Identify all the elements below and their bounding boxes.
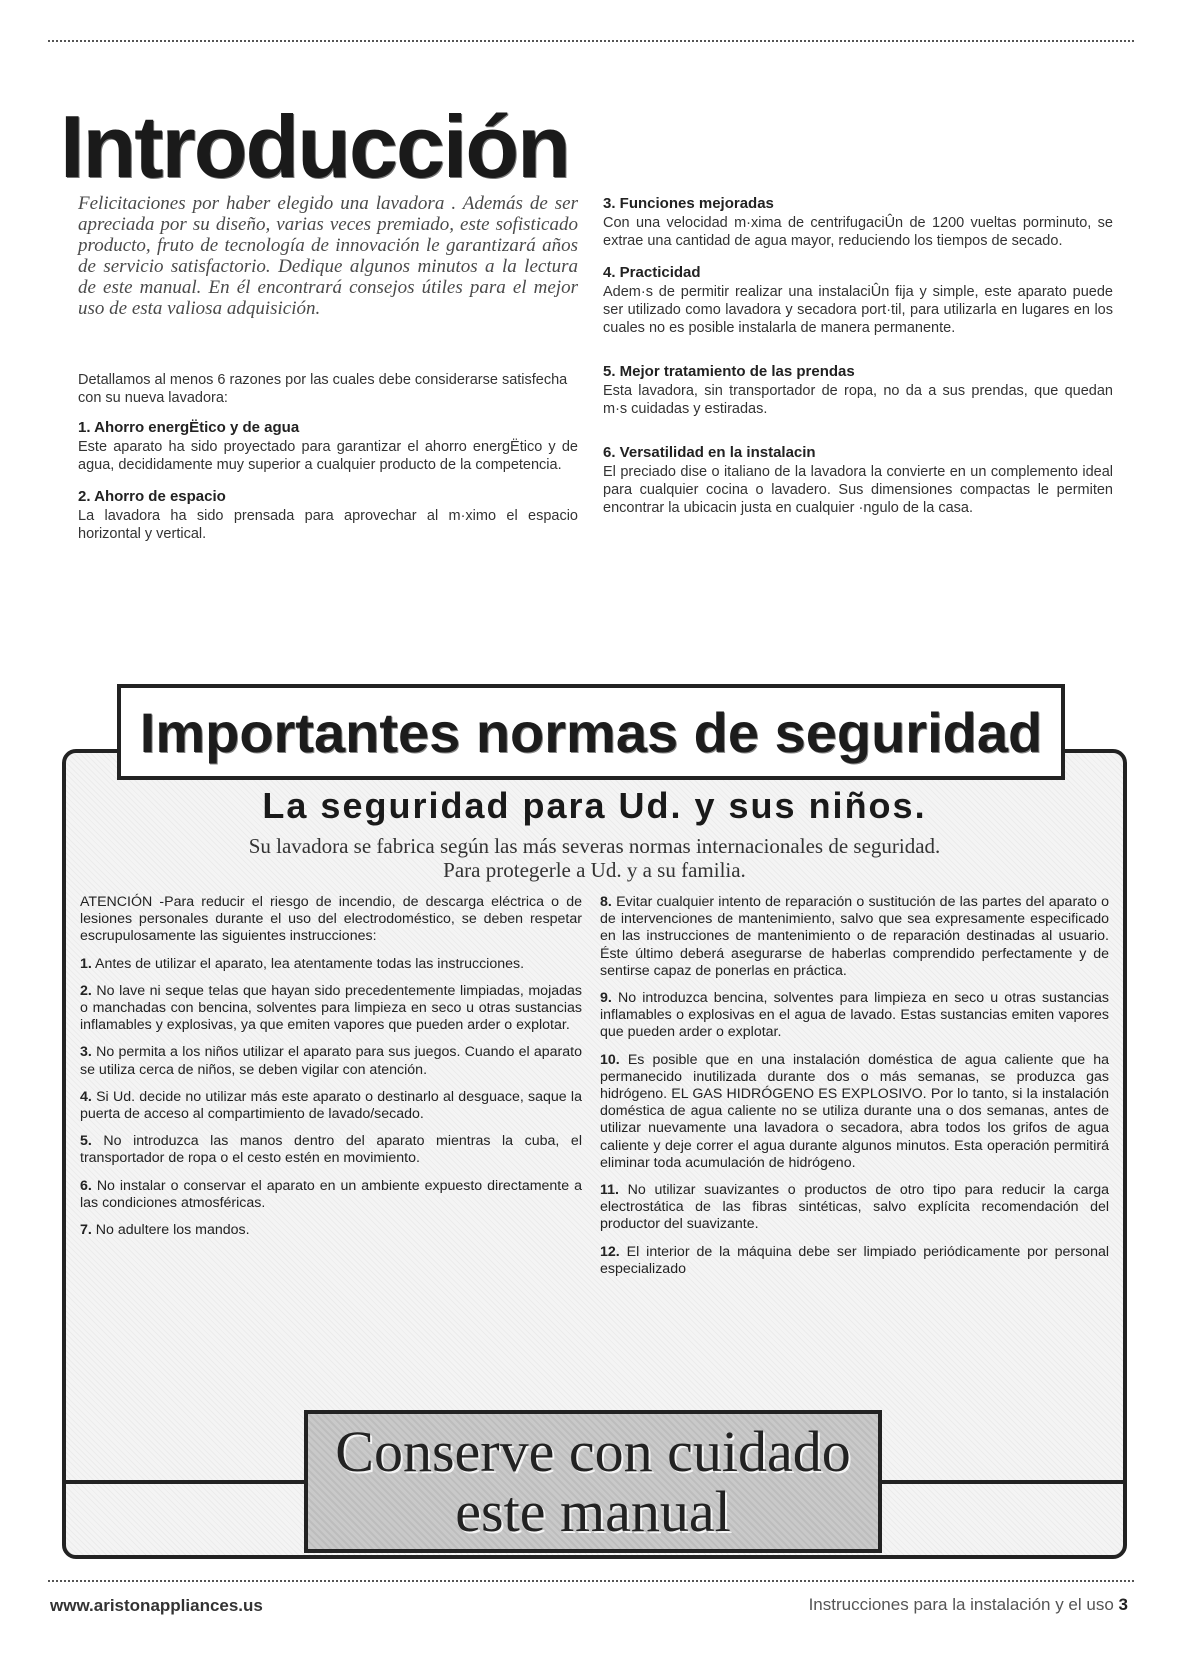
safety-rule: 10. Es posible que en una instalación doméstica de agua caliente que ha permanecido inutilizada durante dos o más semanas, se produzca gas hidrógeno. EL GAS HIDRÓGENO ES EXPLOSIVO. Por lo tanto, si la instalación doméstica de agua caliente no se utiliza durante una o dos semanas, antes de utilizar nuevamente una lavadora o secadora, abra todos los grifos de agua caliente y deje correr el agua durante algunos minutos. Esta operación permitirá eliminar toda acumulación de hidrógeno.	[600, 1051, 1109, 1171]
safety-subtitle: La seguridad para Ud. y sus niños.	[262, 785, 927, 826]
footer-page-info	[809, 1595, 1128, 1615]
safety-rule: 2. No lave ni seque telas que hayan sido precedentemente limpiadas, mojadas o manchadas con bencina, solventes para limpieza en seco u otras sustancias inflamables y explosivas, ya que emiten vapores que pueden arder o explotar.	[80, 982, 582, 1034]
reason-text: La lavadora ha sido prensada para aprovechar al m·ximo el espacio horizontal y vertical.	[78, 508, 578, 542]
reason-text: El preciado dise o italiano de la lavadora la convierte en un complemento ideal para cualquier cocina o lavadero. Sus dimensiones compactas le permiten encontrar la ubicacin justa en cualquier ·ngulo de la casa.	[603, 464, 1113, 516]
safety-rule: 5. No introduzca las manos dentro del aparato mientras la cuba, el transportador de ropa o el cesto estén en movimiento.	[80, 1133, 582, 1167]
top-divider	[48, 40, 1134, 42]
page-number: 3	[1118, 1595, 1128, 1614]
safety-rule: 6. No instalar o conservar el aparato en un ambiente expuesto directamente a las condiciones atmosféricas.	[80, 1177, 582, 1211]
footer-manual-title: Instrucciones para la instalación y el uso	[808, 1595, 1114, 1614]
reason-title: 6. Versatilidad en la instalacin	[603, 444, 816, 461]
safety-rules-right	[600, 894, 1109, 1288]
keep-box-left-line	[62, 1480, 304, 1484]
safety-rule: 8. Evitar cualquier intento de reparación o sustitución de las partes del aparato o de intervenciones de mantenimiento, salvo que sea expresamente especificado en las instrucciones de mantenimiento o de reparación destinadas al usuario. Éste último deberá asegurarse de haberlas comprendido perfectamente y de sentirse capaz de ponerlas en práctica.	[600, 894, 1109, 979]
reason-title: 5. Mejor tratamiento de las prendas	[603, 363, 855, 380]
intro-left-column	[78, 193, 578, 557]
keep-manual-box	[304, 1410, 882, 1553]
reason-section	[603, 264, 1113, 337]
reason-section	[78, 419, 578, 474]
reason-title: 3. Funciones mejoradas	[603, 195, 774, 212]
keep-manual-line-2: este manual	[455, 1478, 731, 1544]
reason-section	[603, 363, 1113, 418]
safety-rule: ATENCIÓN -Para reducir el riesgo de incendio, de descarga eléctrica o de lesiones personales durante el uso del electrodoméstico, se deben respetar escrupulosamente las siguientes instrucciones:	[80, 894, 582, 945]
safety-title: Importantes normas de seguridad	[139, 700, 1043, 764]
safety-notice-2: Para protegerle a Ud. y a su familia.	[443, 858, 746, 882]
intro-right-column	[603, 195, 1113, 531]
reason-text: Con una velocidad m·xima de centrifugaciÛn de 1200 vueltas porminuto, se extrae una cantidad de agua mayor, reduciendo los tiempos de secado.	[603, 215, 1113, 249]
safety-title-box	[117, 684, 1065, 780]
safety-rules-left	[80, 894, 582, 1249]
safety-rule: 9. No introduzca bencina, solventes para limpieza en seco u otras sustancias inflamables o explosivas en el agua de lavado. Estas sustancias emiten vapores que pueden arder o explotar.	[600, 990, 1109, 1041]
safety-rule: 3. No permita a los niños utilizar el aparato para sus juegos. Cuando el aparato se utiliza cerca de niños, se deben vigilar con atención.	[80, 1044, 582, 1078]
safety-notice-1: Su lavadora se fabrica según las más severas normas internacionales de seguridad.	[248, 834, 941, 858]
reason-title: 2. Ahorro de espacio	[78, 488, 226, 505]
reason-section	[603, 195, 1113, 250]
intro-reasons-line: Detallamos al menos 6 razones por las cuales debe considerarse satisfecha con su nueva lavadora:	[78, 372, 568, 406]
reason-text: Adem·s de permitir realizar una instalaciÛn fija y simple, este aparato puede ser utilizado como lavadora y secadora port·til, para utilizarla en lugares en los cuales no es posible instalarla de manera permanente.	[603, 284, 1113, 336]
reason-section	[78, 488, 578, 543]
reason-section	[603, 444, 1113, 517]
safety-rule: 1. Antes de utilizar el aparato, lea atentamente todas las instrucciones.	[80, 955, 525, 972]
keep-box-right-line	[882, 1480, 1127, 1484]
keep-manual-line-1: Conserve con cuidado	[335, 1418, 851, 1484]
safety-rule: 7. No adultere los mandos.	[80, 1222, 250, 1239]
reason-text: Este aparato ha sido proyectado para garantizar el ahorro energËtico y de agua, decididamente muy superior a cualquier producto de la competencia.	[78, 439, 578, 473]
safety-rule: 12. El interior de la máquina debe ser limpiado periódicamente por personal especializado	[600, 1243, 1109, 1277]
introduction-title: Introducción	[60, 97, 569, 196]
intro-lead-paragraph: Felicitaciones por haber elegido una lavadora . Además de ser apreciada por su diseño, varias veces premiado, este sofisticado producto, fruto de tecnología de innovación le garantizará años de servicio satisfactorio. Dedique algunos minutos a la lectura de este manual. En él encontrará consejos útiles para el mejor uso de esta valiosa adquisición.	[78, 193, 578, 319]
bottom-divider	[48, 1580, 1134, 1582]
safety-rule: 4. Si Ud. decide no utilizar más este aparato o destinarlo al desguace, saque la puerta de acceso al compartimiento de lavado/secado.	[80, 1088, 582, 1123]
safety-rule: 11. No utilizar suavizantes o productos de otro tipo para reducir la carga electrostática de las fibras sintéticas, salvo explícita recomendación del productor del suavizante.	[600, 1182, 1109, 1233]
footer-website-link[interactable]: www.aristonappliances.us	[50, 1596, 263, 1615]
reason-title: 1. Ahorro energËtico y de agua	[78, 419, 300, 436]
reason-title: 4. Practicidad	[603, 264, 701, 281]
reason-text: Esta lavadora, sin transportador de ropa, no da a sus prendas, que quedan m·s cuidadas y estiradas.	[603, 383, 1113, 417]
